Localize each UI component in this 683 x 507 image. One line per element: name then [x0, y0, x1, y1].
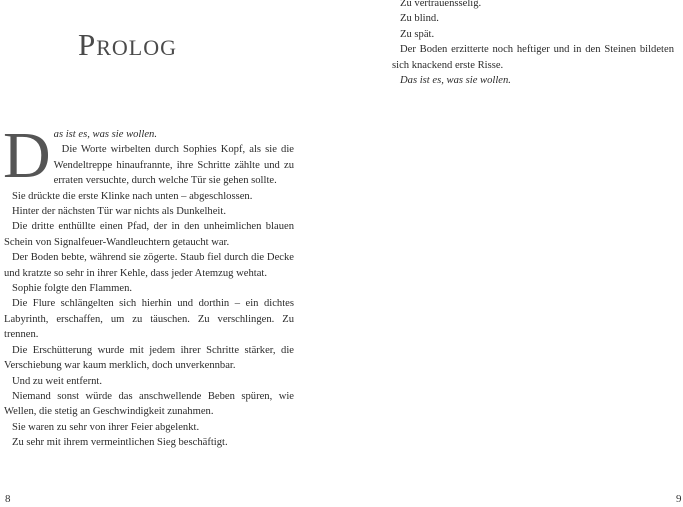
paragraph: Zu sehr mit ihrem vermeintlichen Sieg beschäftigt.: [12, 437, 228, 449]
paragraph: Sie drückte die erste Klinke nach unten – abgeschlossen.: [12, 190, 253, 202]
paragraph: Die Erschütterung wurde mit jedem ihrer Schritte stärker, die Verschiebung war kaum merklich, doch unverkennbar.: [4, 344, 294, 372]
paragraph: Die Flure schlängelten sich hierhin und dorthin – ein dichtes Labyrinth, erschaffen, um zu täuschen. Zu verschlingen. Zu trennen.: [4, 298, 294, 341]
right-page: [342, 0, 683, 507]
paragraph: Und zu weit entfernt.: [12, 375, 103, 387]
paragraph: Hinter der nächsten Tür war nichts als Dunkelheit.: [12, 206, 226, 218]
paragraph: Die dritte enthüllte einen Pfad, der in den unheimlichen blauen Schein von Signalfeuer-Wandleuchtern getaucht war.: [4, 221, 294, 248]
chapter-title: Prolog: [78, 27, 178, 62]
drop-cap: D: [3, 119, 51, 192]
paragraph: Sophie folgte den Flammen.: [12, 283, 133, 295]
paragraph: Zu spät.: [400, 28, 435, 40]
page-number-right: 9: [676, 493, 682, 505]
paragraph: Der Boden erzitterte noch heftiger und in den Steinen bildeten sich knackend erste Risse.: [392, 44, 674, 71]
right-body-text: [392, 0, 674, 88]
left-body-text: [3, 119, 294, 451]
page-number-left: 8: [5, 493, 11, 505]
paragraph: Zu blind.: [400, 13, 439, 25]
paragraph: Niemand sonst würde das anschwellende Beben spüren, wie Wellen, die stetig an Geschwindigkeit zunahmen.: [4, 390, 294, 418]
paragraph: Der Boden bebte, während sie zögerte. Staub fiel durch die Decke und kratzte so sehr in ihrer Kehle, dass jeder Atemzug wehtat.: [4, 252, 294, 279]
paragraph: Zu vertrauensselig.: [400, 0, 482, 9]
opening-line: as ist es, was sie wollen.: [53, 129, 157, 140]
left-page: [0, 0, 341, 507]
closing-line: Das ist es, was sie wollen.: [400, 75, 511, 87]
paragraph: Die Worte wirbelten durch Sophies Kopf, als sie die Wendeltreppe hinaufrannte, ihre Schritte zählte und zu erraten versuchte, durch welche Tür sie gehen sollte.: [53, 144, 294, 187]
paragraph: Sie waren zu sehr von ihrer Feier abgelenkt.: [12, 421, 200, 433]
